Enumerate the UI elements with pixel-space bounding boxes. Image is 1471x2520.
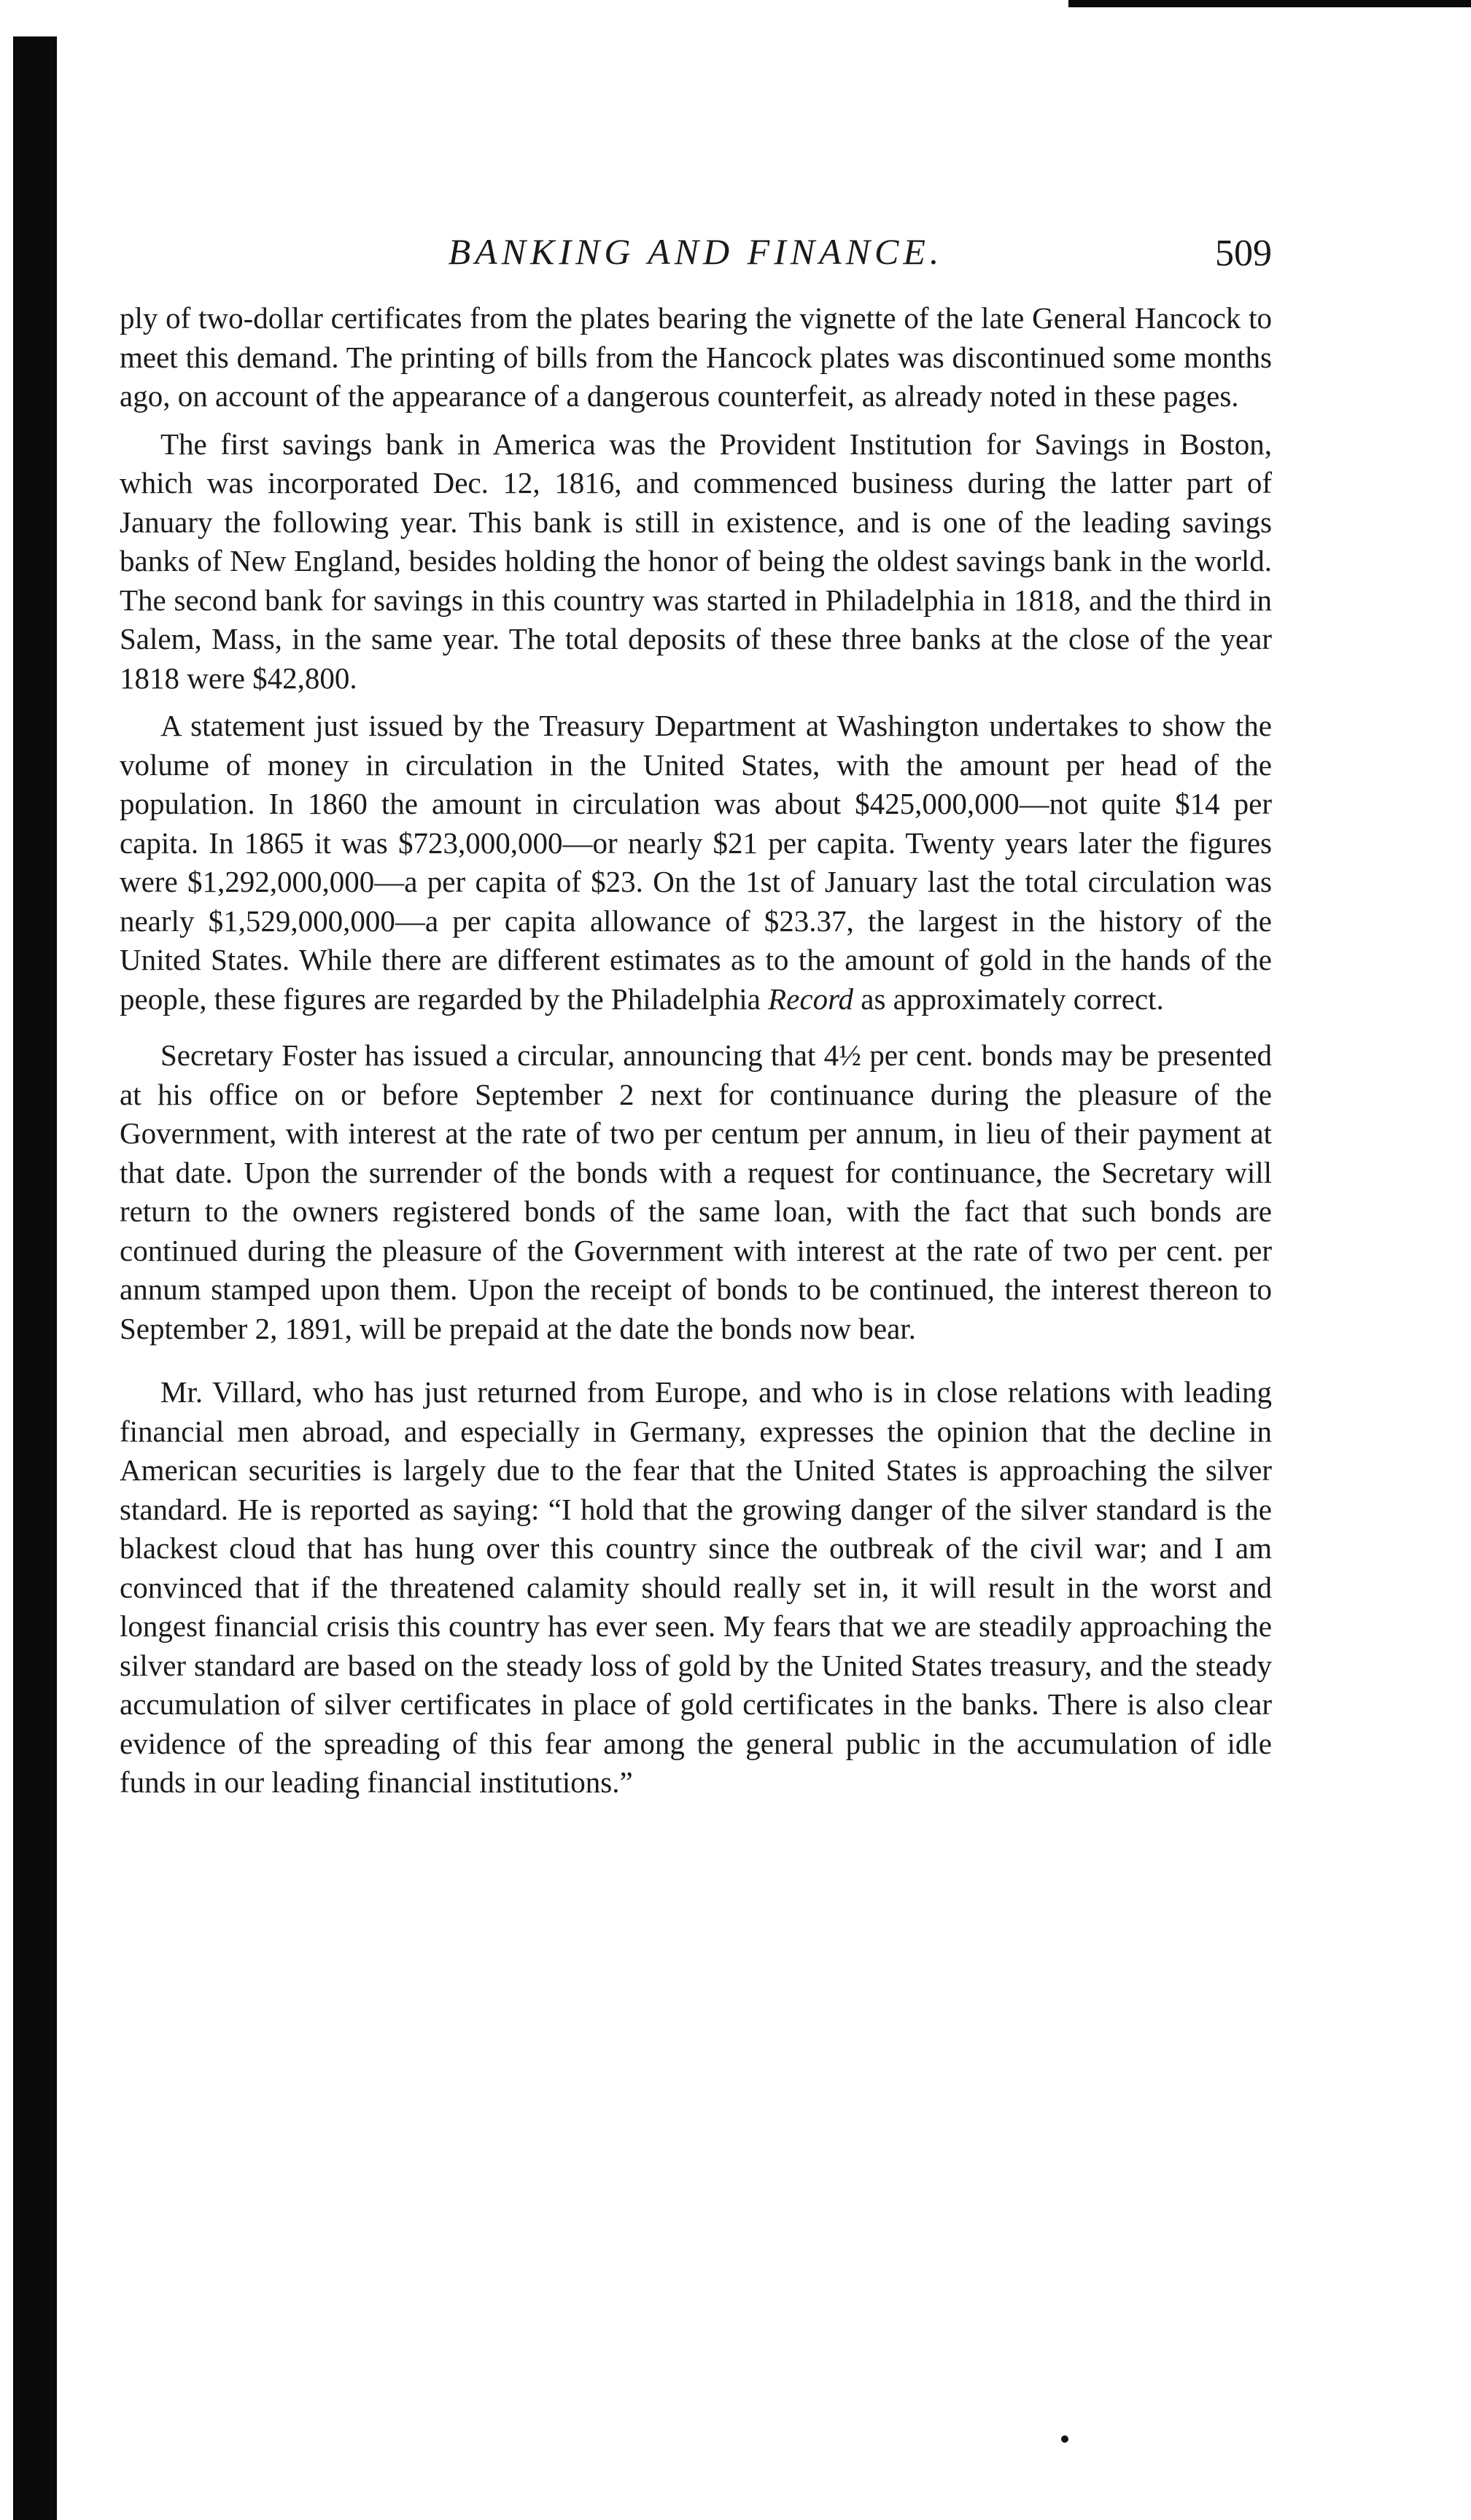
paragraph-money-circulation-text: A statement just issued by the Treasury Department at Washington undertakes to show the volume of money in circulation in the United States, with the amount per head of the population. In 1860 the amount in circulation was about $425,000,000—not quite $14 per capita. In 1865 it was $723,000,000—or nearly $21 per capita. Twenty years later the figures were $1,292,000,000—a per capita of $23. On the 1st of January last the total circulation was nearly $1,529,000,000—a per capita allowance of $23.37, the largest in the history of the United States. While there are different estimates as to the amount of gold in the hands of the people, these figures are regarded by the Philadelphia <box>120 709 1272 1016</box>
running-head: BANKING AND FINANCE. <box>448 231 944 272</box>
top-edge-rule <box>1068 0 1471 7</box>
page-number: 509 <box>1215 233 1272 274</box>
paragraph-money-circulation <box>120 707 1272 1019</box>
paragraph-money-circulation-end: as approximately correct. <box>853 981 1164 1016</box>
page-header <box>120 230 1272 289</box>
paragraph-continuation: ply of two-dollar certificates from the plates bearing the vignette of the late General Hancock to meet this demand. The printing of bills from the Hancock plates was discontinued some months ago, on account of the appearance of a dangerous counterfeit, as already noted in these pages. <box>120 301 1272 413</box>
newspaper-title: Record <box>768 981 854 1016</box>
paragraph-savings-bank: The first savings bank in America was the Provident Institution for Savings in Boston, which was incorporated Dec. 12, 1816, and commenced business during the latter part of January the following year. This bank is still in existence, and is one of the leading savings banks of New England, besides holding the honor of being the oldest savings bank in the world. The second bank for savings in this country was started in Philadelphia in 1818, and the third in Salem, Mass, in the same year. The total deposits of these three banks at the close of the year 1818 were $42,800. <box>120 427 1272 695</box>
body-text <box>120 299 1272 1802</box>
ink-speck <box>1061 2435 1068 2443</box>
paragraph-villard: Mr. Villard, who has just returned from Europe, and who is in close relations with leading financial men abroad, and especially in Germany, expresses the opinion that the decline in American securities is largely due to the fear that the United States is approaching the silver standard. He is reported as saying: “I hold that the growing danger of the silver standard is the blackest cloud that has hung over this country since the outbreak of the civil war; and I am convinced that if the threatened calamity should really set in, it will result in the worst and longest financial crisis this country has ever seen. My fears that we are steadily approaching the silver standard are based on the steady loss of gold by the United States treasury, and the steady accumulation of silver certificates in place of gold certificates in the banks. There is also clear evidence of the spreading of this fear among the general public in the accumulation of idle funds in our leading financial institutions.” <box>120 1375 1272 1799</box>
paragraph-secretary-foster: Secretary Foster has issued a circular, announcing that 4½ per cent. bonds may be presented at his office on or before September 2 next for continuance during the pleasure of the Government, with interest at the rate of two per centum per annum, in lieu of their payment at that date. Upon the surrender of the bonds with a request for continuance, the Secretary will return to the owners registered bonds of the same loan, with the fact that such bonds are continued during the pleasure of the Government with interest at the rate of two per cent. per annum stamped upon them. Upon the receipt of bonds to be continued, the interest thereon to September 2, 1891, will be prepaid at the date the bonds now bear. <box>120 1038 1272 1345</box>
binding-edge-shadow <box>13 36 57 2520</box>
